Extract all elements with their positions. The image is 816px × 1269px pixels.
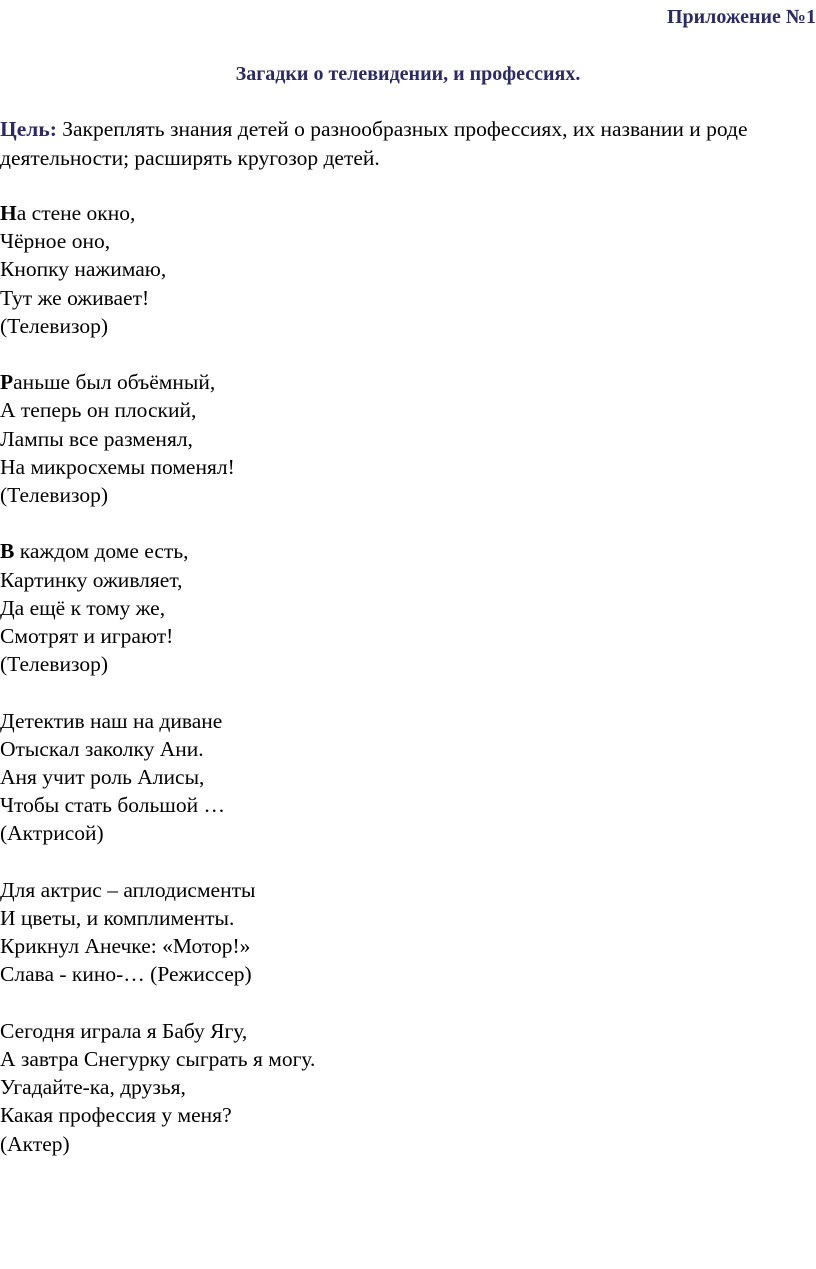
riddle-first-letter: Д <box>0 708 15 733</box>
riddle-first-letter: Н <box>0 201 17 225</box>
riddle-line: Смотрят и играют! <box>0 624 174 649</box>
riddle-line: А завтра Снегурку сыграть я могу. <box>0 1047 316 1072</box>
riddle <box>0 199 812 340</box>
document-title: Загадки о телевидении, и профессиях. <box>235 63 581 85</box>
riddle-answer: (Телевизор) <box>0 652 108 677</box>
riddle-first-line-text: егодня играла я Бабу Ягу, <box>14 1018 248 1043</box>
appendix-label: Приложение №1 <box>666 6 816 28</box>
riddle-first-line-text: а стене окно, <box>16 201 136 225</box>
riddle-line: Чёрное оно, <box>0 229 111 254</box>
riddle-line: Кнопку нажимаю, <box>0 257 167 282</box>
riddle <box>0 1017 812 1158</box>
riddle-answer: (Телевизор) <box>0 483 108 508</box>
riddle <box>0 707 812 848</box>
goal-label: Цель: <box>0 117 57 141</box>
riddle-first-letter: Р <box>0 370 14 395</box>
riddle-first-line-text: аньше был объёмный, <box>13 370 216 395</box>
riddle-line: Да ещё к тому же, <box>0 595 166 620</box>
riddle-first-line <box>0 199 812 227</box>
riddle-line: На микросхемы поменял! <box>0 454 235 479</box>
riddle-first-letter: В <box>0 539 15 564</box>
goal-text: Закреплять знания детей о разнообразных профессиях, их названии и роде деятельности; расширять кругозор детей. <box>0 117 748 170</box>
riddle-first-line <box>0 1017 812 1045</box>
riddle-first-line <box>0 876 812 904</box>
riddle <box>0 537 812 678</box>
riddle-first-line <box>0 707 812 735</box>
riddles-list <box>0 199 812 1186</box>
riddle-line: Чтобы стать большой … <box>0 793 225 818</box>
riddle-first-line-text: каждом доме есть, <box>14 539 189 564</box>
riddle-first-letter: Д <box>0 877 15 902</box>
riddle-answer: (Актер) <box>0 1131 70 1156</box>
riddle-line: Аня учит роль Алисы, <box>0 765 205 790</box>
riddle-line: Отыскал заколку Ани. <box>0 736 204 761</box>
goal-paragraph <box>0 115 812 173</box>
riddle-line: Угадайте-ка, друзья, <box>0 1075 186 1100</box>
riddle-line: А теперь он плоский, <box>0 398 197 423</box>
riddle-first-line <box>0 537 812 565</box>
riddle-first-line-text: етектив наш на диване <box>14 708 223 733</box>
riddle-answer: (Актрисой) <box>0 821 104 846</box>
riddle-answer: Слава - кино-… (Режиссер) <box>0 962 252 987</box>
riddle-line: Лампы все разменял, <box>0 426 193 451</box>
riddle-line: Тут же оживает! <box>0 285 150 310</box>
riddle-first-line-text: ля актрис – аплодисменты <box>14 877 256 902</box>
riddle-line: Картинку оживляет, <box>0 567 183 592</box>
riddle-first-letter: С <box>0 1018 15 1043</box>
riddle <box>0 876 812 989</box>
riddle-answer: (Телевизор) <box>0 313 108 338</box>
riddle-line: Какая профессия у меня? <box>0 1103 232 1128</box>
riddle-line: Крикнул Анечке: «Мотор!» <box>0 934 251 959</box>
riddle-line: И цветы, и комплименты. <box>0 906 235 931</box>
riddle-first-line <box>0 368 812 396</box>
riddle <box>0 368 812 509</box>
